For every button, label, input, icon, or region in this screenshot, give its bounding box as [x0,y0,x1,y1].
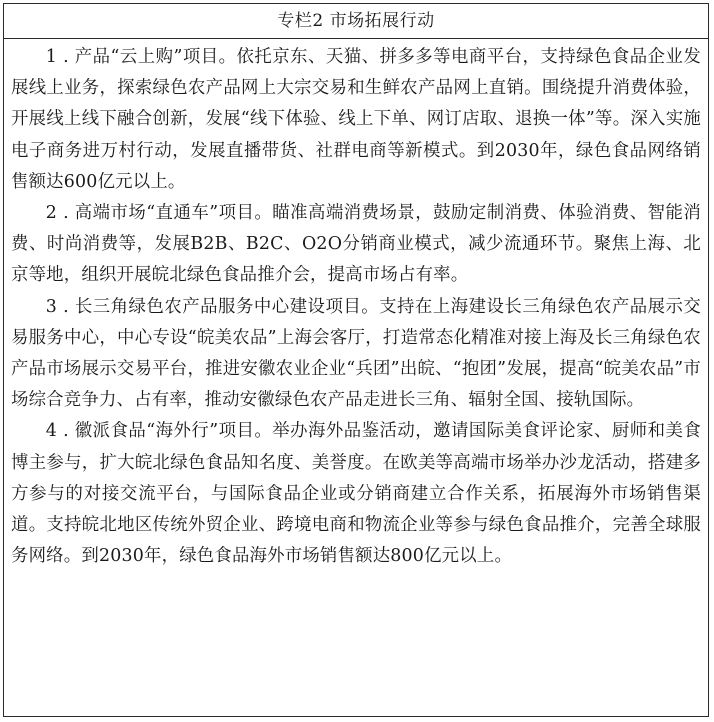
column-content [4,39,708,572]
paragraph-item-3: 3 . 长三角绿色农产品服务中心建设项目。支持在上海建设长三角绿色农产品展示交易服务中心，中心专设“皖美农品”上海会客厅，打造常态化精准对接上海及长三角绿色农产品市场展示交易平台，推进安徽农业企业“兵团”出皖、“抱团”发展，提高“皖美农品”市场综合竞争力、占有率，推动安徽绿色农产品走进长三角、辐射全国、接轨国际。 [11,296,701,411]
paragraph-item-4: 4 . 徽派食品“海外行”项目。举办海外品鉴活动，邀请国际美食评论家、厨师和美食博主参与，扩大皖北绿色食品知名度、美誉度。在欧美等高端市场举办沙龙活动，搭建多方参与的对接交流平台，与国际食品企业或分销商建立合作关系，拓展海外市场销售渠道。支持皖北地区传统外贸企业、跨境电商和物流企业等参与绿色食品推介，完善全球服务网络。到2030年，绿色食品海外市场销售额达800亿元以上。 [11,421,701,567]
paragraph-item-2: 2 . 高端市场“直通车”项目。瞄准高端消费场景，鼓励定制消费、体验消费、智能消费、时尚消费等，发展B2B、B2C、O2O分销商业模式，减少流通环节。聚焦上海、北京等地，组织开展皖北绿色食品推介会，提高市场占有率。 [11,203,701,286]
column-box [3,3,709,717]
column-title: 专栏2 市场拓展行动 [4,4,708,39]
paragraph-item-1: 1 . 产品“云上购”项目。依托京东、天猫、拼多多等电商平台，支持绿色食品企业发展线上业务，探索绿色农产品网上大宗交易和生鲜农产品网上直销。围绕提升消费体验，开展线上线下融合创新，发展“线下体验、线上下单、网订店取、退换一体”等。深入实施电子商务进万村行动，发展直播带货、社群电商等新模式。到2030年，绿色食品网络销售额达600亿元以上。 [11,47,701,192]
